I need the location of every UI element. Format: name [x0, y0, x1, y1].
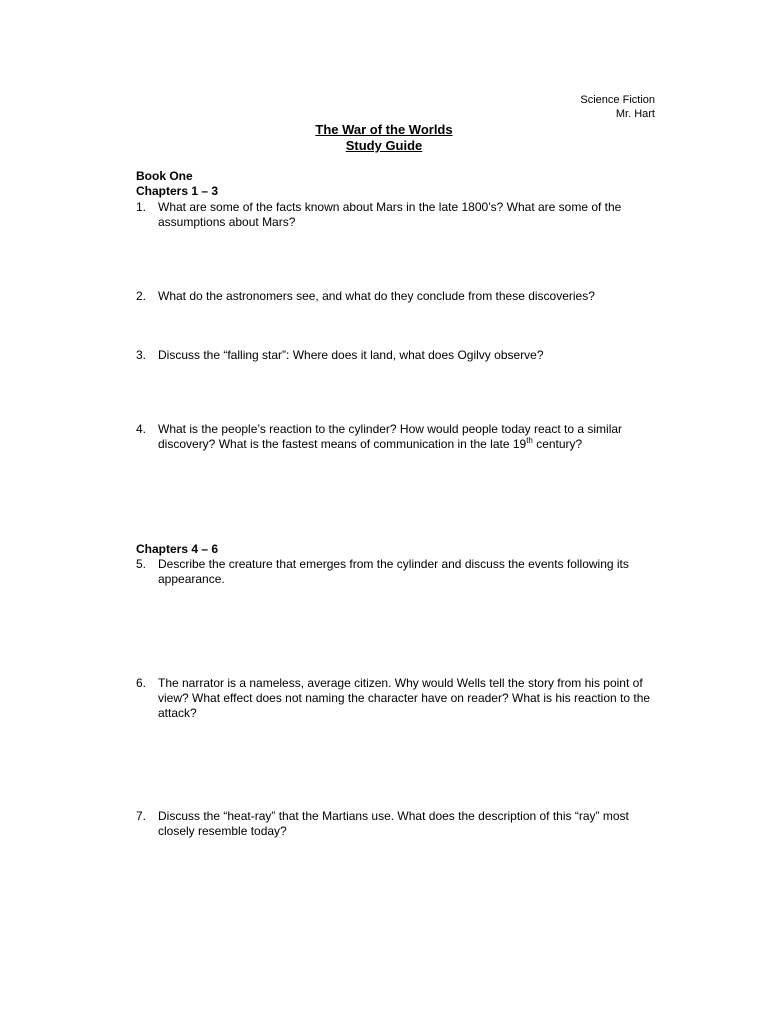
section-heading-2: Chapters 4 – 6	[136, 542, 219, 556]
document-title	[0, 122, 768, 154]
question-text: What are some of the facts known about Mars in the late 1800’s? What are some of the assumptions about Mars?	[158, 200, 622, 229]
question-3	[136, 348, 666, 363]
question-text-part: century?	[532, 437, 583, 451]
question-number: 3.	[136, 348, 147, 362]
question-number: 4.	[136, 422, 147, 436]
title-line-2: Study Guide	[345, 138, 423, 153]
question-number: 6.	[136, 676, 147, 690]
header-block	[580, 93, 655, 121]
question-6	[136, 676, 666, 721]
section-heading-1: Chapters 1 – 3	[136, 184, 219, 198]
question-number: 7.	[136, 809, 147, 823]
question-text	[158, 422, 666, 452]
question-text-part: What is the people’s reaction to the cylinder? How would people today react to a similar discovery? What is the fastest means of communication in the late 19	[158, 422, 623, 451]
title-line-1: The War of the Worlds	[315, 122, 453, 137]
question-number: 1.	[136, 200, 147, 214]
question-text: Describe the creature that emerges from the cylinder and discuss the events following its appearance.	[158, 557, 629, 586]
question-text: What do the astronomers see, and what do they conclude from these discoveries?	[158, 289, 595, 303]
teacher-name: Mr. Hart	[615, 108, 655, 120]
course-name: Science Fiction	[580, 94, 655, 106]
question-text: Discuss the “heat-ray” that the Martians use. What does the description of this “ray” most closely resemble today?	[158, 809, 629, 838]
question-1	[136, 200, 666, 230]
superscript: th	[526, 436, 533, 445]
question-text: Discuss the “falling star”: Where does it land, what does Ogilvy observe?	[158, 348, 544, 362]
question-7	[136, 809, 666, 839]
question-5	[136, 557, 666, 587]
question-4	[136, 422, 666, 452]
question-number: 5.	[136, 557, 147, 571]
question-text: The narrator is a nameless, average citizen. Why would Wells tell the story from his point of view? What effect does not naming the character have on reader? What is his reaction to the attack?	[158, 676, 651, 720]
question-2	[136, 289, 666, 304]
book-heading: Book One	[136, 169, 193, 183]
question-number: 2.	[136, 289, 147, 303]
